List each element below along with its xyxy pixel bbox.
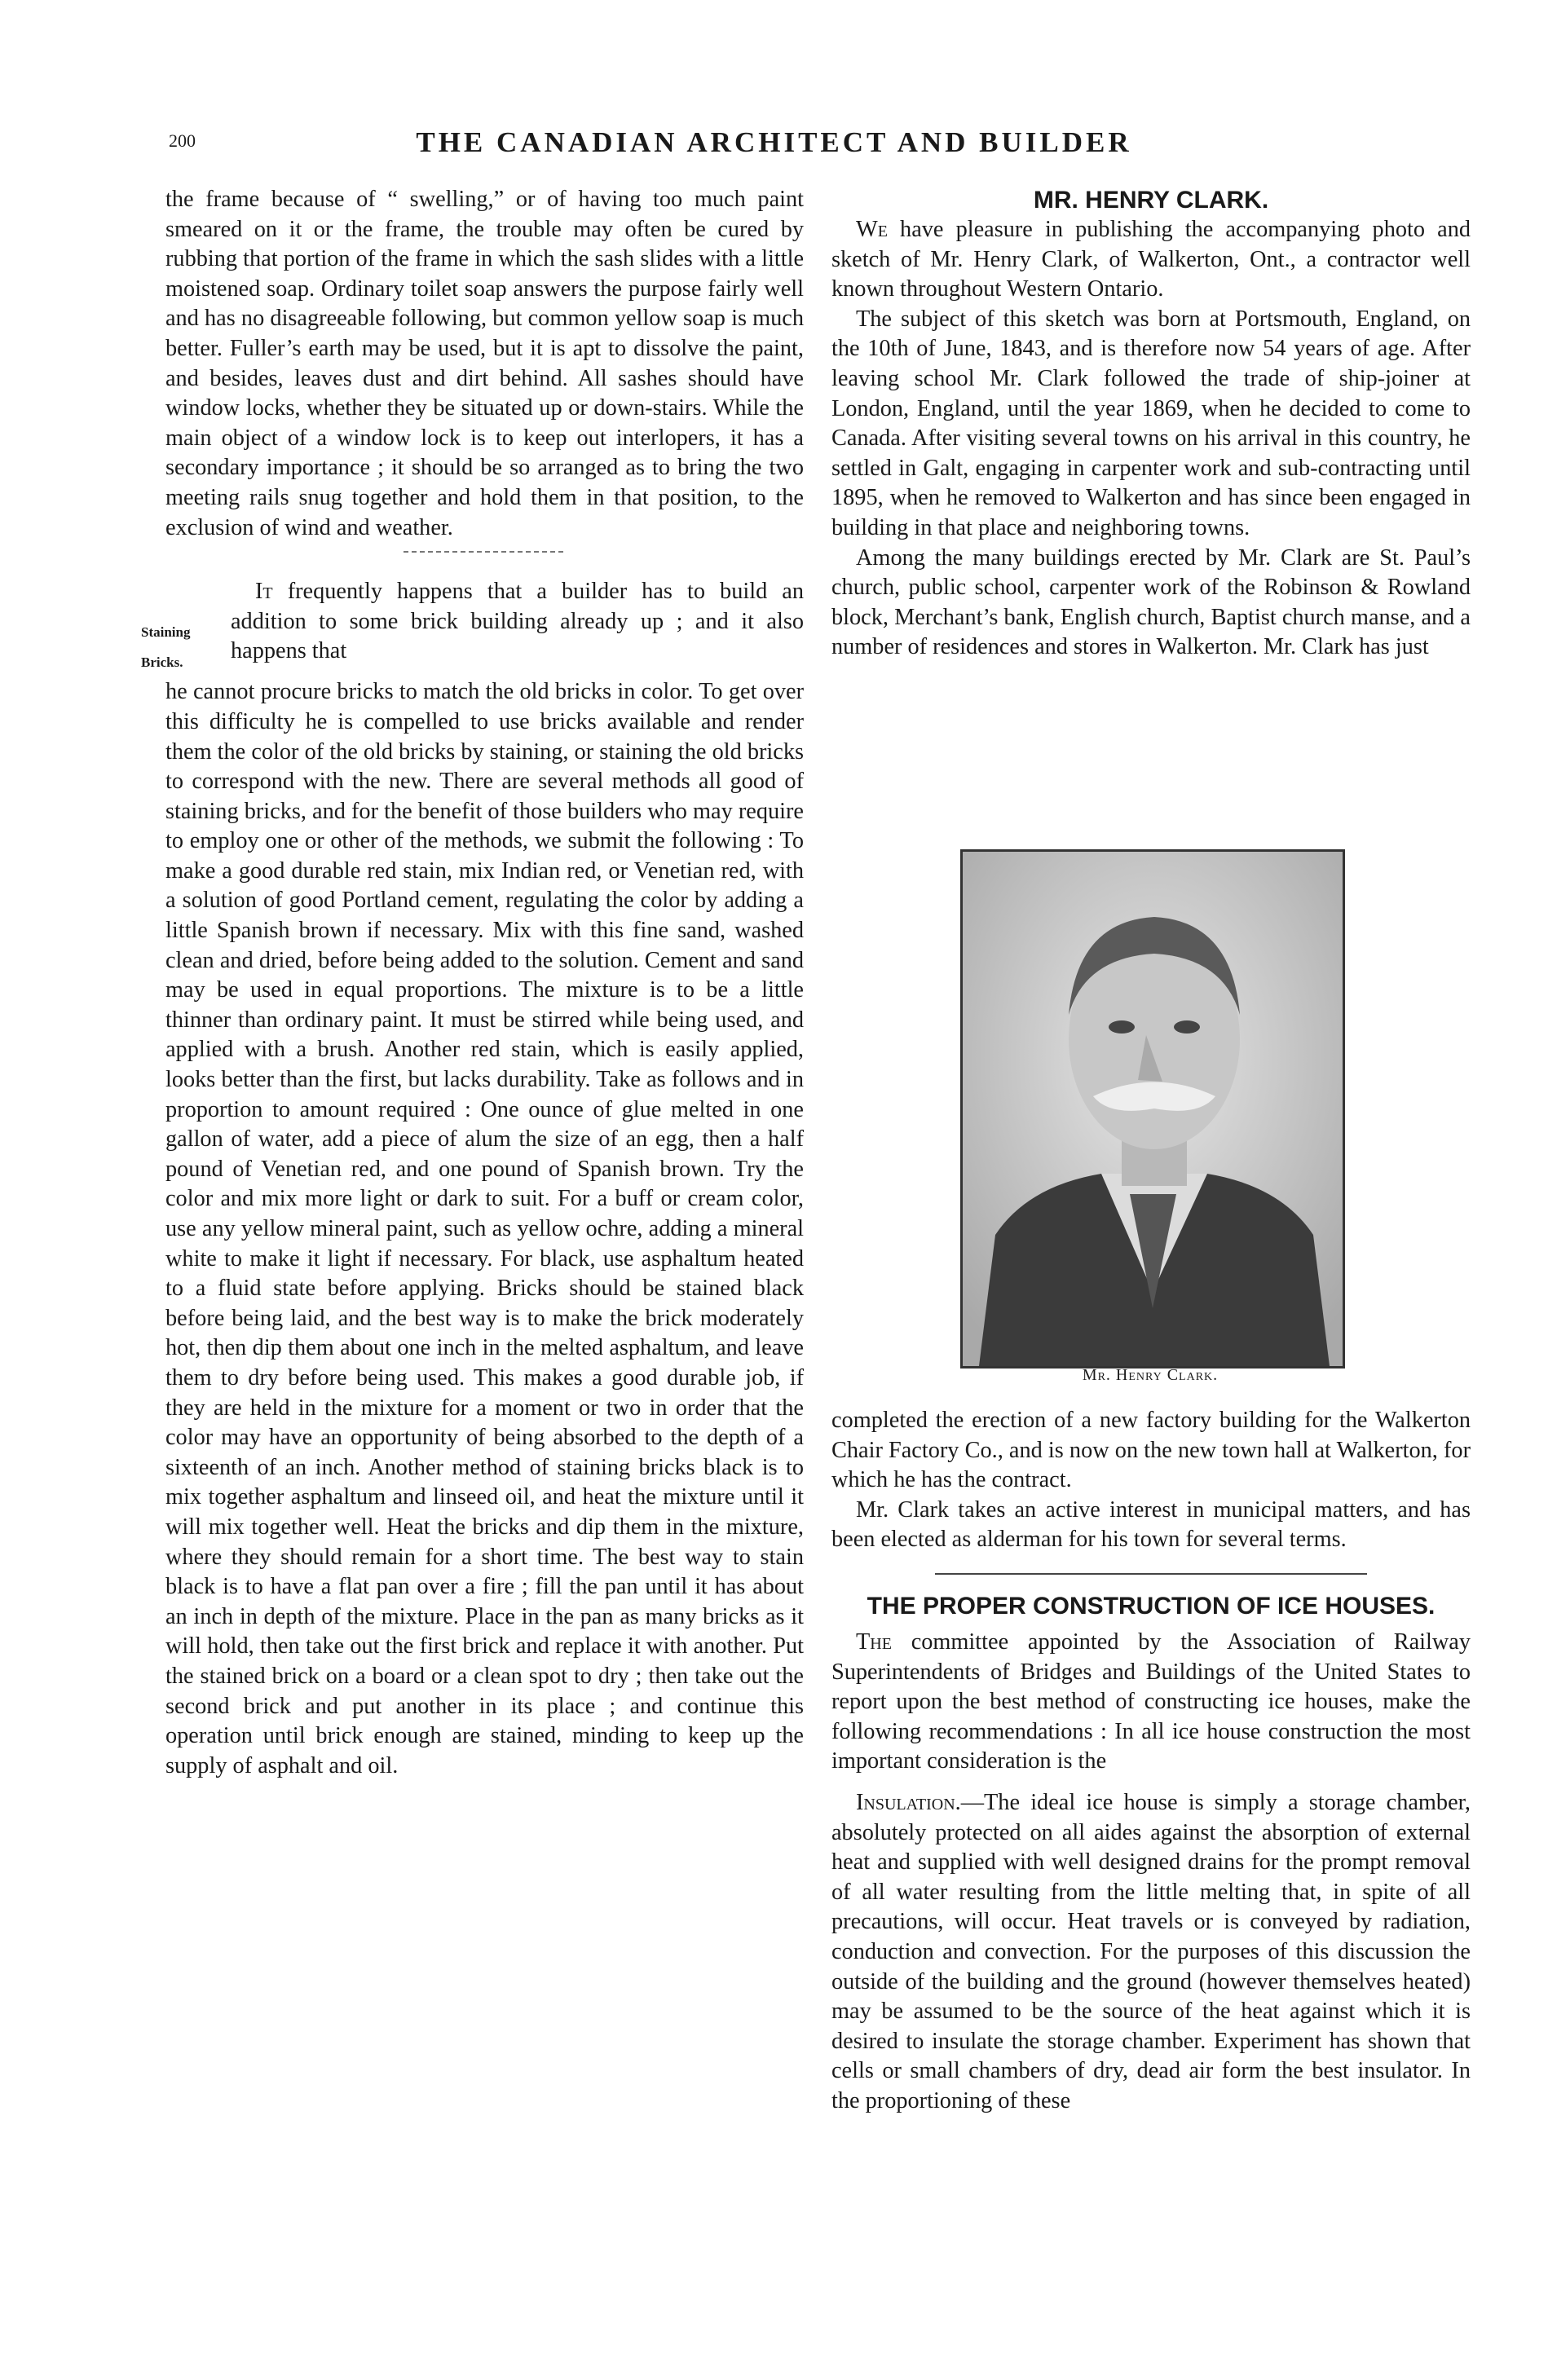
ice-houses-lead-word: The [856, 1629, 892, 1655]
clark-biography-paragraph: The subject of this sketch was born at Portsmouth, England, on the 10th of June, 1843, and is therefore now 54 years of age. After leaving school Mr. Clark followed the trade of ship-joiner at London, England, until the year 1869, when he decided to come to Canada. After visiting several towns on his arrival in this country, he settled in Galt, engaging in carpenter work and sub-contracting until 1895, when he removed to Walkerton and has since been engaged in building in that place and neighboring towns. [831, 306, 1471, 540]
left-column [141, 185, 804, 1781]
section-divider [404, 551, 567, 553]
clark-buildings-paragraph: Among the many buildings erected by Mr. Clark are St. Paul’s church, public school, carpenter work of the Robinson & Rowland block, Merchant’s bank, English church, Baptist church manse, and a number of residences and stores in Walkerton. Mr. Clark has just [831, 544, 1471, 660]
staining-bricks-opening [165, 577, 804, 667]
page-number: 200 [169, 130, 196, 151]
clark-buildings-continuation: completed the erection of a new factory building for the Walkerton Chair Factory Co., and is now on the new town hall at Walkerton, for which he has the contract. [831, 1408, 1471, 1493]
portrait-caption: Mr. Henry Clark. [1082, 1366, 1219, 1384]
clark-intro-text: have pleasure in publishing the accompanying photo and sketch of Mr. Henry Clark, of Walkerton, Ont., a contractor well known throughout Western Ontario. [831, 217, 1471, 302]
clark-intro-paragraph [831, 215, 1471, 305]
insulation-text: —The ideal ice house is simply a storage chamber, absolutely protected on all aides against the absorption of external heat and supplied with well designed drains for the prompt removal of all water resulting from the little melting that, in spite of all precautions, will occur. Heat travels or is conveyed by radiation, conduction and convection. For the purposes of this discussion the outside of the building and the ground (however themselves heated) may be assumed to be the source of the heat against which it is desired to insulate the storage chamber. Experiment has shown that cells or small chambers of dry, dead air form the best insulator. In the proportioning of these [831, 1789, 1471, 2113]
staining-bricks-head-text: frequently happens that a builder has to build an addition to some brick building already up ; and it also happens that [231, 579, 804, 664]
right-column-lower [831, 1406, 1471, 2116]
window-sash-paragraph: the frame because of “ swelling,” or of having too much paint smeared on it or the frame, the trouble may often be cured by rubbing that portion of the frame in which the sash slides with a little moistened soap. Ordinary toilet soap answers the purpose fairly well and has no disagreeable following, but common yellow soap is much better. Fuller’s earth may be used, but it is apt to dissolve the paint, and besides, leaves dust and dirt behind. All sashes should have window locks, whether they be situated up or down-stairs. While the main object of a window lock is to keep out interlopers, it has a secondary importance ; it should be so arranged as to bring the two meeting rails snug together and hold them in that position, to the exclusion of wind and weather. [165, 187, 804, 540]
clark-municipal-paragraph: Mr. Clark takes an active interest in municipal matters, and has been elected as alderman for his town for several terms. [831, 1496, 1471, 1553]
portrait-photo-graphic [963, 852, 1343, 1366]
insulation-run-in-heading: Insulation. [856, 1789, 961, 1815]
staining-bricks-paragraph: he cannot procure bricks to match the old bricks in color. To get over this difficulty he is compelled to use bricks available and render them the color of the old bricks by staining, or staining the old bricks to correspond with the new. There are several methods all good of staining bricks, and for the benefit of those builders who may require to employ one or other of the methods, we submit the following : To make a good durable red stain, mix Indian red, or Venetian red, with a solution of good Portland cement, regulating the color by adding a little Spanish brown if necessary. Mix with this fine sand, washed clean and dried, before being added to the solution. Cement and sand may be used in equal proportions. The mixture is to be a little thinner than ordinary paint. It must be stirred while being used, and applied with a brush. Another red stain, which is easily applied, looks better than the first, but lacks durability. Take as follows and in proportion to amount required : One ounce of glue melted in one gallon of water, add a piece of alum the size of an egg, then a half pound of Venetian red, and one pound of Spanish brown. Try the color and mix more light or dark to suit. For a buff or cream color, use any yellow mineral paint, such as yellow ochre, adding a mineral white to make it light if necessary. For black, use asphaltum heated to a fluid state before applying. Bricks should be stained black before being laid, and the best way is to make the brick moderately hot, then dip them about one inch in the melted asphaltum, and leave them to dry before being used. This makes a good durable job, if they are held in the mixture for a moment or two in order that the color may have an opportunity of being absorbed to the depth of a sixteenth of an inch. Another method of staining bricks black is to mix together asphaltum and linseed oil, and heat the mixture until it will mix together well. Heat the bricks and dip them in the mixture, where they should remain for a short time. The best way to stain black is to have a flat pan over a fire ; fill the pan until it has about an inch in depth of the mixture. Place in the pan as many bricks as it will hold, then take out the first brick and replace it with another. Put the stained brick on a board or a clean spot to dry ; then take out the second brick and put another in its place ; and continue this operation until brick enough are stained, minding to keep up the supply of asphalt and oil. [165, 679, 804, 1778]
ice-houses-intro-paragraph [831, 1628, 1471, 1777]
ice-houses-intro-text: committee appointed by the Association of Railway Superintendents of Bridges and Buildings of the United States to report upon the best method of constructing ice houses, make the following recommendations : In all ice house construction the most important consideration is the [831, 1629, 1471, 1774]
ice-houses-heading: THE PROPER CONSTRUCTION OF ICE HOUSES. [867, 1592, 1436, 1620]
clark-lead-word: We [856, 217, 888, 242]
section-rule [935, 1573, 1367, 1575]
staining-bricks-lead-word: It [255, 579, 273, 605]
masthead-title: THE CANADIAN ARCHITECT AND BUILDER [416, 126, 1132, 158]
right-column-upper [831, 185, 1471, 663]
henry-clark-portrait [960, 849, 1345, 1368]
insulation-paragraph [831, 1788, 1471, 2117]
side-heading-staining-bricks: Staining Bricks. [141, 624, 191, 670]
henry-clark-heading: MR. HENRY CLARK. [1033, 187, 1269, 214]
